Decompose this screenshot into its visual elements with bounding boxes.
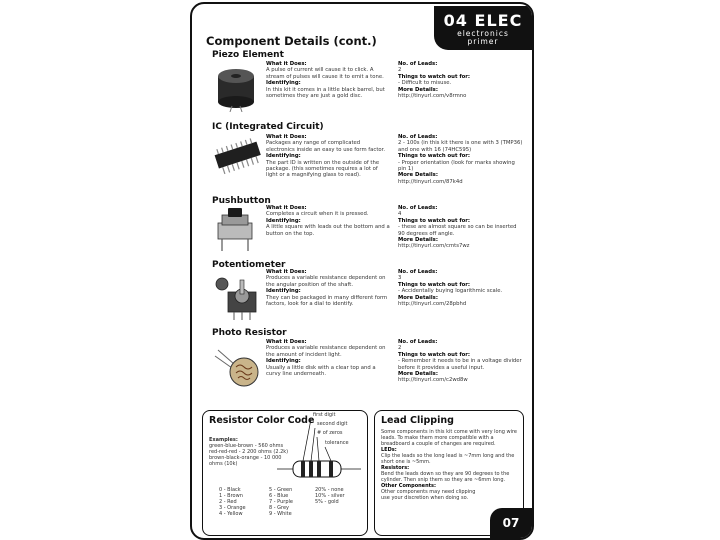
pushbutton-image: [212, 207, 260, 253]
ic-description: What it Does: Packages any range of complicated electronics inside an easy to use form factor. Identifying: The part ID is written on the outside of the package. (this sometimes requires a lot of light or a magnifying glass to read).: [266, 134, 386, 179]
page-title: Component Details (cont.): [206, 34, 377, 48]
potentiometer-image: [212, 270, 264, 322]
pushbutton-details: No. of Leads: 4 Things to watch out for: - these are almost square so can be inserted 90 degrees off angle. More Details: http://tinyurl.com/cmts7wz: [398, 205, 524, 250]
piezo-element-image: [212, 62, 260, 112]
lead-clipping-title: Lead Clipping: [381, 415, 454, 426]
potentiometer-details: No. of Leads: 3 Things to watch out for: - Accidentally buying logarithmic scale. More Details: http://tinyurl.com/28pbhd: [398, 269, 524, 307]
photo-resistor-details: No. of Leads: 2 Things to watch out for: - Remember it needs to be in a voltage divider before it provides a useful input. More Details: http://tinyurl.com/c2wd8w: [398, 339, 524, 384]
resistor-examples: Examples: green-blue-brown - 560 ohms red-red-red - 2 200 ohms (2.2k) brown-black-orange - 10 000 ohms (10k): [209, 437, 289, 467]
chapter-subtitle-line1: electronics: [457, 29, 509, 38]
component-title-ic: IC (Integrated Circuit): [212, 122, 324, 132]
resistor-color-code-box: [202, 410, 368, 536]
callout-second-digit: second digit: [317, 421, 348, 427]
component-title-piezo: Piezo Element: [212, 50, 284, 60]
photo-resistor-image: [212, 340, 264, 392]
tolerance-list: 20% - none 10% - silver 5% - gold: [315, 487, 345, 505]
ic-chip-image: [212, 134, 264, 178]
photo-resistor-link[interactable]: http://tinyurl.com/c2wd8w: [398, 377, 468, 384]
component-title-photo-resistor: Photo Resistor: [212, 328, 287, 338]
piezo-link[interactable]: http://tinyurl.com/v8rmno: [398, 93, 467, 100]
component-title-pushbutton: Pushbutton: [212, 196, 271, 206]
color-list-0-4: 0 - Black 1 - Brown 2 - Red 3 - Orange 4 - Yellow: [219, 487, 246, 517]
pushbutton-description: What it Does: Completes a circuit when it is pressed. Identifying: A little square with leads out the bottom and a button on the top.: [266, 205, 390, 237]
component-title-potentiometer: Potentiometer: [212, 260, 286, 270]
piezo-description: What it Does: A pulse of current will cause it to click. A stream of pulses will cause it to emit a tone. Identifying: In this kit it comes in a little black barrel, but sometimes they are just a gold disc.: [266, 61, 385, 100]
chapter-tab: [434, 6, 532, 50]
primer-page: [190, 2, 534, 540]
piezo-details: No. of Leads: 2 Things to watch out for: - Difficult to misuse. More Details: http://tinyurl.com/v8rmno: [398, 61, 524, 99]
resistor-color-code-title: Resistor Color Code: [209, 415, 315, 426]
lead-clipping-text: Some components in this kit come with very long wire leads. To make them more compatible with a breadboard a couple of changes are required. LEDs: Clip the leads so the long lead is ~7mm long and the short one is ~5mm. Resistors: Bend the leads down so they are 90 degrees to the cylinder. Then snip them so they are ~6mm long. Other Components: Other components may need clipping use your discretion when doing so.: [381, 429, 518, 501]
callout-tolerance: tolerance: [325, 440, 349, 446]
chapter-number: 04 ELEC: [443, 11, 523, 30]
chapter-subtitle-line2: primer: [467, 37, 499, 46]
page-number: 07: [490, 508, 532, 538]
callout-first-digit: first digit: [313, 412, 336, 418]
pushbutton-link[interactable]: http://tinyurl.com/cmts7wz: [398, 243, 470, 250]
photo-resistor-description: What it Does: Produces a variable resistance dependent on the amount of incident light. Identifying: Usually a little disk with a clear top and a curvy line underneath.: [266, 339, 386, 378]
potentiometer-description: What it Does: Produces a variable resistance dependent on the angular position of the shaft. Identifying: They can be packaged in many different form factors, look for a dial to identify.: [266, 269, 388, 308]
ic-link[interactable]: http://tinyurl.com/87k4d: [398, 178, 463, 185]
callout-zeros: # of zeros: [317, 430, 343, 436]
potentiometer-link[interactable]: http://tinyurl.com/28pbhd: [398, 301, 467, 308]
color-list-5-9: 5 - Green 6 - Blue 7 - Purple 8 - Grey 9 - White: [269, 487, 293, 517]
ic-details: No. of Leads: 2 - 100s (in this kit there is one with 3 (TMP36) and one with 16 (74HC595) Things to watch out for: - Proper orientation (look for marks showing pin 1) More Details: http://tinyurl.com/87k4d: [398, 134, 523, 185]
